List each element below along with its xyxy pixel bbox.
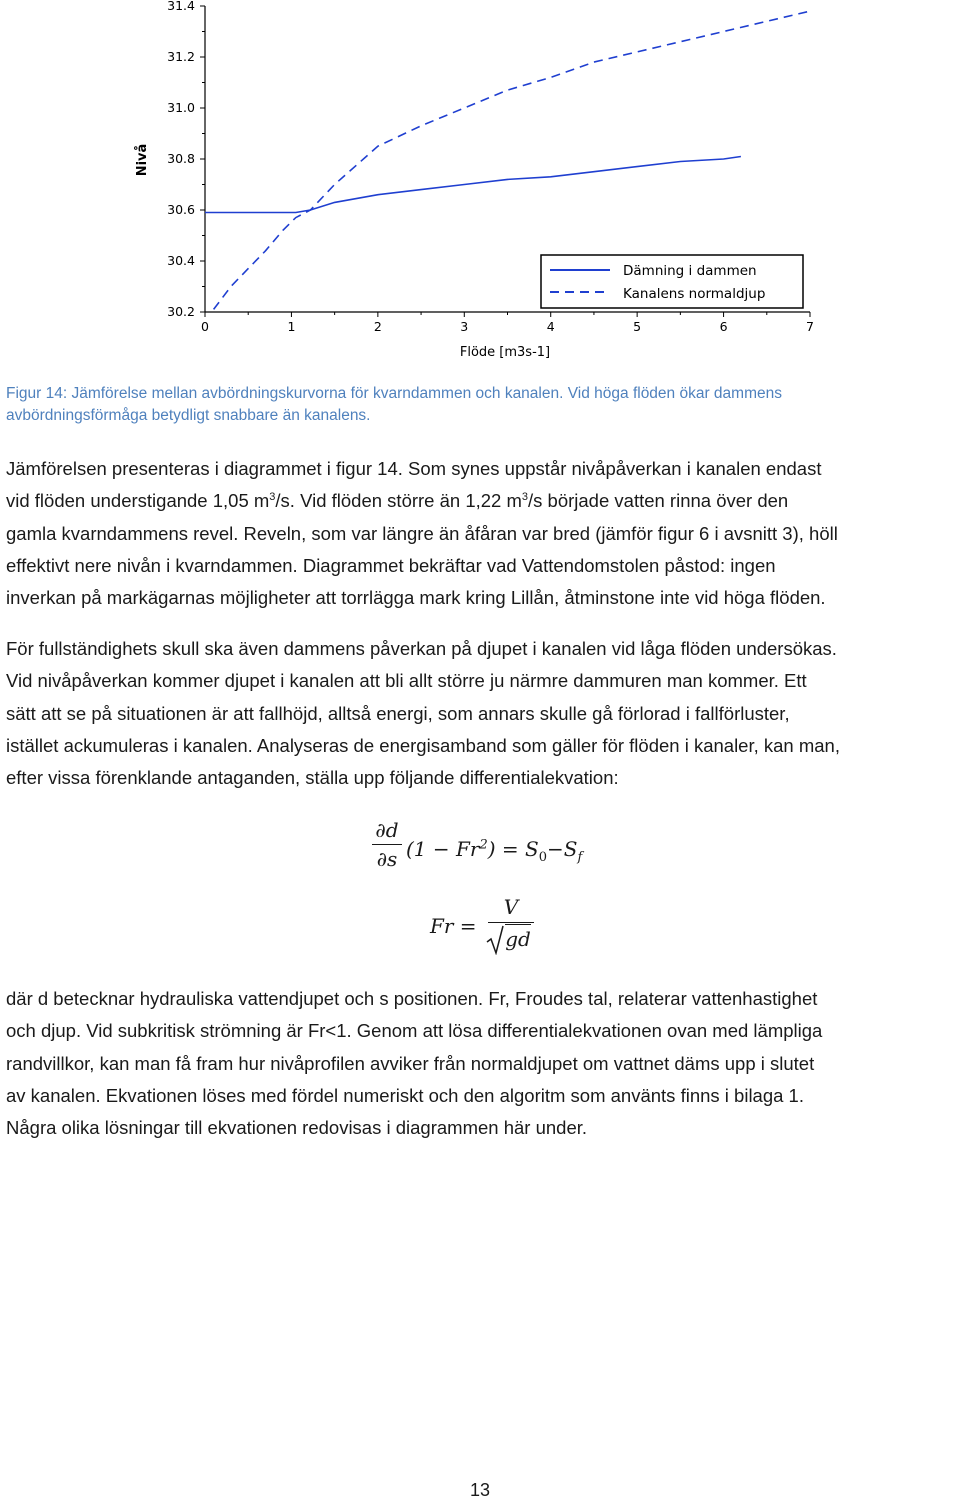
paragraph-line: inverkan på markägarnas möjligheter att torrlägga mark kring Lillån, åtminstone inte vid höga flöden. [6,587,826,609]
sqrt-content: gd [505,924,531,951]
fraction-numerator: V [488,895,534,923]
superscript: 3 [521,491,529,504]
eq-superscript: 2 [479,837,488,853]
paragraph-line: istället ackumuleras i kanalen. Analyseras de energisamband som gäller för flöden i kanaler, kan man, [6,734,840,756]
caption-line-2: avbördningsförmåga betydligt snabbare än kanalens. [6,407,371,424]
x-tick-label: 3 [460,319,469,334]
x-tick-label: 5 [633,319,642,334]
paragraph-comparison [6,453,956,614]
legend-label-damning: Dämning i dammen [623,263,757,279]
paragraph-line: Några olika lösningar till ekvationen redovisas i diagrammen här under. [6,1117,588,1139]
paragraph-line: gamla kvarndammens revel. Reveln, som var längre än åfåran var bred (jämför figur 6 i avsnitt 3), höll [6,522,838,544]
paragraph-completeness [6,633,956,794]
eq-text: (1 − Fr [406,837,480,861]
sqrt-sign-icon [486,925,504,955]
sqrt-group [488,923,534,951]
eq-text: −S [546,837,578,861]
paragraph-line: effektivt nere nivån i kvarndammen. Diagrammet bekräftar vad Vattendomstolen påstod: ingen [6,554,776,576]
text-span: /s. Vid flöden större än 1,22 m [275,490,522,512]
y-tick-label: 30.6 [167,202,195,217]
legend-label-normaldjup: Kanalens normaldjup [623,286,766,302]
text-span: vid flöden understigande 1,05 m [6,490,270,512]
eq-subscript: f [577,850,583,865]
fraction-denominator: ∂s [376,847,398,871]
froude-equation [430,895,570,970]
x-tick-label: 6 [719,319,728,334]
x-tick-label: 2 [373,319,382,334]
fraction-v-sqrt-gd [488,895,534,951]
superscript: 3 [269,491,276,504]
paragraph-line: och djup. Vid subkritisk strömning är Fr<1. Genom att lösa differentialekvationen ovan med lämpliga [6,1020,823,1042]
chart-ylabel: Nivå [135,143,150,177]
paragraph-line [6,485,956,517]
figure-caption [6,383,946,427]
text-span: /s började vatten rinna över den [528,490,789,512]
equation-rhs [406,837,582,865]
x-tick-label: 7 [806,319,814,334]
paragraph-line: randvillkor, kan man få fram hur nivåprofilen avviker från normaldjupet om vattnet däms upp i slutet [6,1052,815,1074]
eq-subscript: 0 [538,850,547,865]
y-tick-label: 31.2 [167,49,195,64]
y-tick-label: 31.0 [167,100,195,115]
fraction-dd-ds [372,818,402,871]
x-tick-label: 1 [287,319,296,334]
series-line-damning-i-dammen [205,157,741,213]
paragraph-line: av kanalen. Ekvationen löses med fördel numeriskt och den algoritm som använts finns i bilaga 1. [6,1084,804,1106]
y-tick-label: 30.2 [167,304,195,319]
paragraph-line: Jämförelsen presenteras i diagrammet i figur 14. Som synes uppstår nivåpåverkan i kanalen endast [6,458,822,479]
paragraph-line: Vid nivåpåverkan kommer djupet i kanalen att bli allt större ju närmre dammuren man kommer. Ett [6,670,807,692]
y-tick-label: 31.4 [167,0,195,13]
froude-lhs: Fr = [430,914,477,938]
y-tick-label: 30.8 [167,151,195,166]
paragraph-line: För fullständighets skull ska även dammens påverkan på djupet i kanalen vid låga flöden undersökas. [6,638,837,659]
eq-text: ) = S [487,837,539,861]
fraction-numerator: ∂d [372,818,402,845]
paragraph-explanation [6,983,956,1144]
page-number: 13 [469,1480,491,1500]
x-tick-label: 0 [201,319,209,334]
y-tick-label: 30.4 [167,253,195,268]
discharge-curve-chart [130,0,830,362]
chart-legend [541,255,803,308]
x-tick-label: 4 [546,319,555,334]
paragraph-line: där d betecknar hydrauliska vattendjupet och s positionen. Fr, Froudes tal, relaterar vattenhastighet [6,988,818,1009]
paragraph-line: efter vissa förenklande antaganden, ställa upp följande differentialekvation: [6,767,619,789]
differential-equation [372,818,612,888]
caption-line-1: Figur 14: Jämförelse mellan avbördningskurvorna för kvarndammen och kanalen. Vid höga flöden ökar dammens [6,385,782,402]
paragraph-line: sätt att se på situationen är att fallhöjd, alltså energi, som annars skulle gå förlorad i fallförluster, [6,702,790,724]
chart-xlabel: Flöde [m3s-1] [459,345,551,360]
